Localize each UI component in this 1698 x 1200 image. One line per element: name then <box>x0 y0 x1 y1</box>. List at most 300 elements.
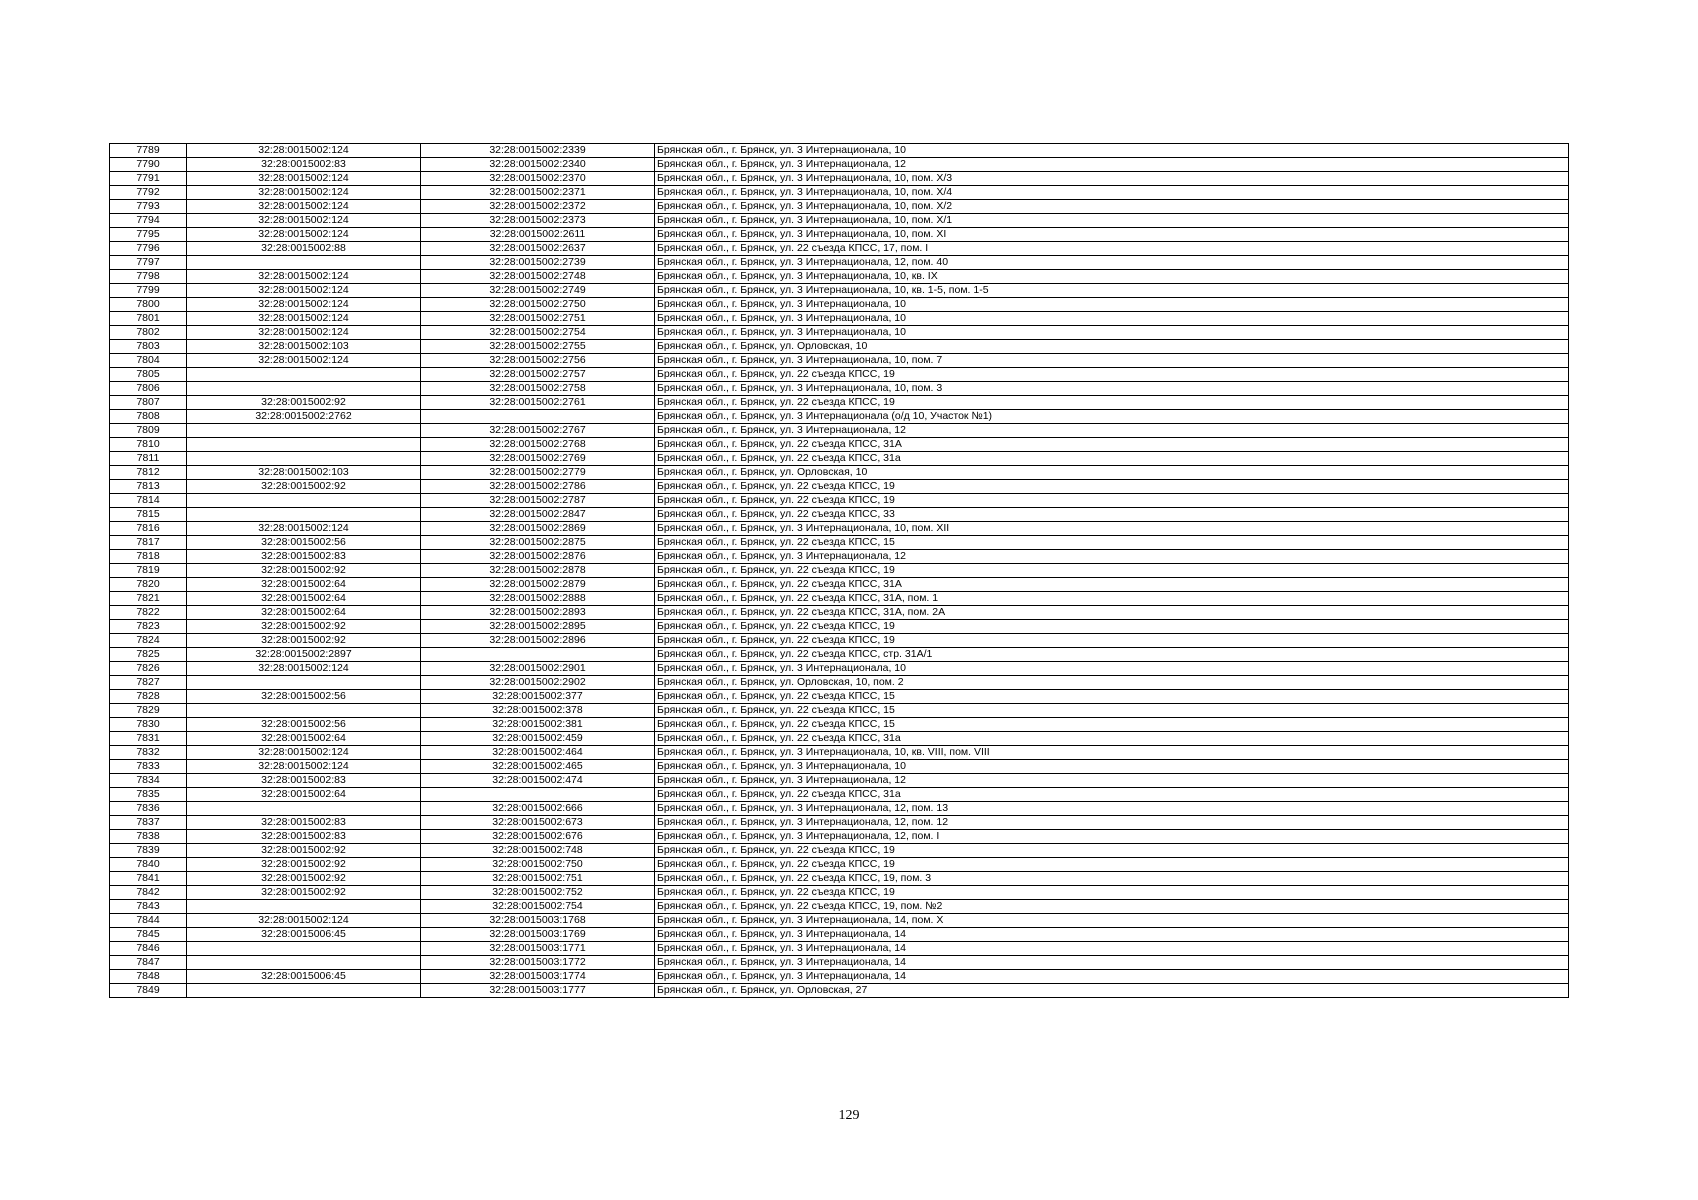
table-row <box>110 522 1569 536</box>
row-number-cell: 7833 <box>110 760 187 774</box>
table-row <box>110 900 1569 914</box>
cadastral-number-cell: 32:28:0015002:2370 <box>421 172 655 186</box>
row-number-cell: 7789 <box>110 144 187 158</box>
row-number-cell: 7826 <box>110 662 187 676</box>
address-cell: Брянская обл., г. Брянск, ул. 3 Интернационала, 10, пом. 3 <box>655 382 1569 396</box>
table-row <box>110 746 1569 760</box>
cadastral-number-cell: 32:28:0015002:666 <box>421 802 655 816</box>
table-row <box>110 410 1569 424</box>
parcel-number-cell <box>187 508 421 522</box>
table-row <box>110 970 1569 984</box>
row-number-cell: 7817 <box>110 536 187 550</box>
table-row <box>110 158 1569 172</box>
address-cell: Брянская обл., г. Брянск, ул. Орловская, 10 <box>655 340 1569 354</box>
parcel-number-cell: 32:28:0015002:2897 <box>187 648 421 662</box>
row-number-cell: 7794 <box>110 214 187 228</box>
parcel-number-cell <box>187 452 421 466</box>
cadastral-number-cell: 32:28:0015002:2902 <box>421 676 655 690</box>
address-cell: Брянская обл., г. Брянск, ул. 3 Интернационала, 12, пом. 40 <box>655 256 1569 270</box>
table-row <box>110 452 1569 466</box>
table-row <box>110 200 1569 214</box>
table-row <box>110 326 1569 340</box>
table-row <box>110 354 1569 368</box>
row-number-cell: 7809 <box>110 424 187 438</box>
cadastral-number-cell: 32:28:0015002:2879 <box>421 578 655 592</box>
address-cell: Брянская обл., г. Брянск, ул. 22 съезда КПСС, стр. 31А/1 <box>655 648 1569 662</box>
row-number-cell: 7791 <box>110 172 187 186</box>
parcel-number-cell: 32:28:0015002:124 <box>187 746 421 760</box>
parcel-number-cell: 32:28:0015002:92 <box>187 886 421 900</box>
parcel-number-cell: 32:28:0015002:124 <box>187 522 421 536</box>
parcel-number-cell: 32:28:0015002:92 <box>187 634 421 648</box>
row-number-cell: 7830 <box>110 718 187 732</box>
address-cell: Брянская обл., г. Брянск, ул. 3 Интернационала, 10, пом. X/1 <box>655 214 1569 228</box>
cadastral-number-cell: 32:28:0015002:378 <box>421 704 655 718</box>
address-cell: Брянская обл., г. Брянск, ул. 3 Интернационала, 10, пом. X/4 <box>655 186 1569 200</box>
table-row <box>110 886 1569 900</box>
address-cell: Брянская обл., г. Брянск, ул. 22 съезда КПСС, 19 <box>655 886 1569 900</box>
cadastral-number-cell: 32:28:0015002:2767 <box>421 424 655 438</box>
parcel-number-cell: 32:28:0015002:92 <box>187 858 421 872</box>
table-row <box>110 830 1569 844</box>
row-number-cell: 7797 <box>110 256 187 270</box>
parcel-number-cell: 32:28:0015002:83 <box>187 774 421 788</box>
address-cell: Брянская обл., г. Брянск, ул. 3 Интернационала, 12, пом. 12 <box>655 816 1569 830</box>
address-cell: Брянская обл., г. Брянск, ул. 3 Интернационала, 10 <box>655 144 1569 158</box>
parcel-number-cell: 32:28:0015002:103 <box>187 466 421 480</box>
parcel-number-cell: 32:28:0015006:45 <box>187 970 421 984</box>
address-cell: Брянская обл., г. Брянск, ул. 22 съезда КПСС, 15 <box>655 536 1569 550</box>
parcel-number-cell: 32:28:0015002:124 <box>187 662 421 676</box>
parcel-number-cell <box>187 438 421 452</box>
cadastral-number-cell: 32:28:0015002:748 <box>421 844 655 858</box>
table-row <box>110 928 1569 942</box>
cadastral-number-cell: 32:28:0015003:1777 <box>421 984 655 998</box>
row-number-cell: 7821 <box>110 592 187 606</box>
address-cell: Брянская обл., г. Брянск, ул. 3 Интернационала, 10, пом. X/3 <box>655 172 1569 186</box>
address-cell: Брянская обл., г. Брянск, ул. 22 съезда КПСС, 31а <box>655 788 1569 802</box>
row-number-cell: 7838 <box>110 830 187 844</box>
parcel-number-cell <box>187 368 421 382</box>
row-number-cell: 7835 <box>110 788 187 802</box>
cadastral-number-cell: 32:28:0015002:2869 <box>421 522 655 536</box>
parcel-number-cell <box>187 900 421 914</box>
address-cell: Брянская обл., г. Брянск, ул. 22 съезда КПСС, 19 <box>655 844 1569 858</box>
parcel-number-cell <box>187 424 421 438</box>
parcel-number-cell: 32:28:0015002:56 <box>187 718 421 732</box>
table-row <box>110 578 1569 592</box>
address-cell: Брянская обл., г. Брянск, ул. Орловская, 10, пом. 2 <box>655 676 1569 690</box>
table-row <box>110 760 1569 774</box>
address-cell: Брянская обл., г. Брянск, ул. 22 съезда КПСС, 33 <box>655 508 1569 522</box>
address-cell: Брянская обл., г. Брянск, ул. 22 съезда КПСС, 19 <box>655 368 1569 382</box>
address-cell: Брянская обл., г. Брянск, ул. 3 Интернационала, 12, пом. 13 <box>655 802 1569 816</box>
parcel-number-cell <box>187 984 421 998</box>
address-cell: Брянская обл., г. Брянск, ул. 22 съезда КПСС, 15 <box>655 718 1569 732</box>
cadastral-number-cell: 32:28:0015003:1771 <box>421 942 655 956</box>
cadastral-number-cell: 32:28:0015002:464 <box>421 746 655 760</box>
parcel-number-cell <box>187 676 421 690</box>
cadastral-number-cell: 32:28:0015002:377 <box>421 690 655 704</box>
row-number-cell: 7843 <box>110 900 187 914</box>
parcel-number-cell <box>187 704 421 718</box>
address-cell: Брянская обл., г. Брянск, ул. 3 Интернационала, 12, пом. I <box>655 830 1569 844</box>
address-cell: Брянская обл., г. Брянск, ул. Орловская, 27 <box>655 984 1569 998</box>
row-number-cell: 7811 <box>110 452 187 466</box>
parcel-number-cell <box>187 802 421 816</box>
table-row <box>110 438 1569 452</box>
table-row <box>110 424 1569 438</box>
row-number-cell: 7845 <box>110 928 187 942</box>
table-row <box>110 648 1569 662</box>
row-number-cell: 7816 <box>110 522 187 536</box>
row-number-cell: 7820 <box>110 578 187 592</box>
table-row <box>110 676 1569 690</box>
cadastral-number-cell: 32:28:0015002:381 <box>421 718 655 732</box>
address-cell: Брянская обл., г. Брянск, ул. 3 Интернационала, 10, кв. 1-5, пом. 1-5 <box>655 284 1569 298</box>
table-row <box>110 606 1569 620</box>
table-row <box>110 704 1569 718</box>
parcel-number-cell: 32:28:0015002:56 <box>187 536 421 550</box>
table-row <box>110 550 1569 564</box>
row-number-cell: 7824 <box>110 634 187 648</box>
address-cell: Брянская обл., г. Брянск, ул. 3 Интернационала, 10 <box>655 662 1569 676</box>
address-cell: Брянская обл., г. Брянск, ул. 3 Интернационала, 12 <box>655 550 1569 564</box>
cadastral-number-cell: 32:28:0015002:2637 <box>421 242 655 256</box>
parcel-number-cell: 32:28:0015002:124 <box>187 228 421 242</box>
parcel-number-cell: 32:28:0015002:124 <box>187 270 421 284</box>
row-number-cell: 7839 <box>110 844 187 858</box>
parcel-number-cell <box>187 494 421 508</box>
address-cell: Брянская обл., г. Брянск, ул. 22 съезда КПСС, 19 <box>655 494 1569 508</box>
address-cell: Брянская обл., г. Брянск, ул. 22 съезда КПСС, 31А <box>655 438 1569 452</box>
cadastral-number-cell: 32:28:0015002:2895 <box>421 620 655 634</box>
parcel-number-cell <box>187 956 421 970</box>
row-number-cell: 7812 <box>110 466 187 480</box>
cadastral-number-cell: 32:28:0015002:2876 <box>421 550 655 564</box>
parcel-number-cell: 32:28:0015002:56 <box>187 690 421 704</box>
parcel-number-cell: 32:28:0015006:45 <box>187 928 421 942</box>
address-cell: Брянская обл., г. Брянск, ул. 22 съезда КПСС, 19 <box>655 858 1569 872</box>
parcel-number-cell: 32:28:0015002:64 <box>187 732 421 746</box>
cadastral-number-cell: 32:28:0015002:2893 <box>421 606 655 620</box>
row-number-cell: 7808 <box>110 410 187 424</box>
address-cell: Брянская обл., г. Брянск, ул. 3 Интернационала, 10 <box>655 298 1569 312</box>
row-number-cell: 7814 <box>110 494 187 508</box>
parcel-number-cell: 32:28:0015002:103 <box>187 340 421 354</box>
table-row <box>110 634 1569 648</box>
address-cell: Брянская обл., г. Брянск, ул. 22 съезда КПСС, 19 <box>655 396 1569 410</box>
row-number-cell: 7792 <box>110 186 187 200</box>
table-row <box>110 242 1569 256</box>
table-row <box>110 480 1569 494</box>
table-row <box>110 382 1569 396</box>
table-row <box>110 340 1569 354</box>
parcel-number-cell: 32:28:0015002:124 <box>187 214 421 228</box>
cadastral-number-cell: 32:28:0015002:673 <box>421 816 655 830</box>
cadastral-number-cell: 32:28:0015002:2754 <box>421 326 655 340</box>
table-row <box>110 396 1569 410</box>
row-number-cell: 7837 <box>110 816 187 830</box>
row-number-cell: 7823 <box>110 620 187 634</box>
cadastral-number-cell: 32:28:0015002:2786 <box>421 480 655 494</box>
cadastral-number-cell: 32:28:0015002:2896 <box>421 634 655 648</box>
address-cell: Брянская обл., г. Брянск, ул. 22 съезда КПСС, 19 <box>655 620 1569 634</box>
table-row <box>110 592 1569 606</box>
row-number-cell: 7840 <box>110 858 187 872</box>
cadastral-number-cell: 32:28:0015002:750 <box>421 858 655 872</box>
row-number-cell: 7813 <box>110 480 187 494</box>
row-number-cell: 7834 <box>110 774 187 788</box>
parcel-number-cell: 32:28:0015002:64 <box>187 788 421 802</box>
address-cell: Брянская обл., г. Брянск, ул. 22 съезда КПСС, 31А, пом. 1 <box>655 592 1569 606</box>
cadastral-number-cell: 32:28:0015002:2373 <box>421 214 655 228</box>
cadastral-number-cell <box>421 648 655 662</box>
row-number-cell: 7798 <box>110 270 187 284</box>
cadastral-number-cell: 32:28:0015002:2340 <box>421 158 655 172</box>
table-row <box>110 144 1569 158</box>
parcel-number-cell: 32:28:0015002:124 <box>187 312 421 326</box>
row-number-cell: 7796 <box>110 242 187 256</box>
address-cell: Брянская обл., г. Брянск, ул. 3 Интернационала, 12 <box>655 158 1569 172</box>
address-cell: Брянская обл., г. Брянск, ул. 3 Интернационала, 14 <box>655 928 1569 942</box>
parcel-number-cell: 32:28:0015002:64 <box>187 606 421 620</box>
row-number-cell: 7804 <box>110 354 187 368</box>
address-cell: Брянская обл., г. Брянск, ул. 3 Интернационала, 10, пом. 7 <box>655 354 1569 368</box>
parcel-number-cell: 32:28:0015002:92 <box>187 396 421 410</box>
address-cell: Брянская обл., г. Брянск, ул. 3 Интернационала, 10, кв. IX <box>655 270 1569 284</box>
cadastral-number-cell: 32:28:0015002:2757 <box>421 368 655 382</box>
address-cell: Брянская обл., г. Брянск, ул. 22 съезда КПСС, 31А, пом. 2А <box>655 606 1569 620</box>
address-cell: Брянская обл., г. Брянск, ул. 22 съезда КПСС, 19, пом. №2 <box>655 900 1569 914</box>
row-number-cell: 7842 <box>110 886 187 900</box>
table-row <box>110 508 1569 522</box>
table-row <box>110 186 1569 200</box>
table-row <box>110 872 1569 886</box>
row-number-cell: 7847 <box>110 956 187 970</box>
parcel-number-cell: 32:28:0015002:124 <box>187 144 421 158</box>
parcel-number-cell: 32:28:0015002:92 <box>187 844 421 858</box>
parcel-number-cell <box>187 382 421 396</box>
cadastral-number-cell: 32:28:0015002:2339 <box>421 144 655 158</box>
address-cell: Брянская обл., г. Брянск, ул. 3 Интернационала, 10, пом. XI <box>655 228 1569 242</box>
cadastral-number-cell: 32:28:0015003:1774 <box>421 970 655 984</box>
cadastral-number-cell: 32:28:0015002:2875 <box>421 536 655 550</box>
cadastral-number-cell: 32:28:0015003:1772 <box>421 956 655 970</box>
address-cell: Брянская обл., г. Брянск, ул. 22 съезда КПСС, 19 <box>655 564 1569 578</box>
parcel-number-cell: 32:28:0015002:64 <box>187 578 421 592</box>
row-number-cell: 7841 <box>110 872 187 886</box>
row-number-cell: 7846 <box>110 942 187 956</box>
parcel-number-cell: 32:28:0015002:124 <box>187 284 421 298</box>
cadastral-number-cell: 32:28:0015002:2750 <box>421 298 655 312</box>
cadastral-number-cell: 32:28:0015002:2779 <box>421 466 655 480</box>
table-row <box>110 914 1569 928</box>
table-row <box>110 228 1569 242</box>
address-cell: Брянская обл., г. Брянск, ул. 22 съезда КПСС, 31а <box>655 732 1569 746</box>
address-cell: Брянская обл., г. Брянск, ул. 3 Интернационала, 10, кв. VIII, пом. VIII <box>655 746 1569 760</box>
address-cell: Брянская обл., г. Брянск, ул. 3 Интернационала, 10 <box>655 326 1569 340</box>
parcel-number-cell <box>187 942 421 956</box>
registry-table-body <box>110 144 1569 998</box>
table-row <box>110 984 1569 998</box>
parcel-number-cell: 32:28:0015002:124 <box>187 298 421 312</box>
address-cell: Брянская обл., г. Брянск, ул. 3 Интернационала (о/д 10, Участок №1) <box>655 410 1569 424</box>
table-row <box>110 732 1569 746</box>
parcel-number-cell: 32:28:0015002:124 <box>187 760 421 774</box>
table-row <box>110 284 1569 298</box>
cadastral-number-cell: 32:28:0015002:2739 <box>421 256 655 270</box>
table-row <box>110 298 1569 312</box>
row-number-cell: 7822 <box>110 606 187 620</box>
cadastral-number-cell: 32:28:0015002:459 <box>421 732 655 746</box>
cadastral-number-cell: 32:28:0015002:2371 <box>421 186 655 200</box>
row-number-cell: 7829 <box>110 704 187 718</box>
cadastral-number-cell: 32:28:0015002:2748 <box>421 270 655 284</box>
table-row <box>110 256 1569 270</box>
row-number-cell: 7828 <box>110 690 187 704</box>
table-row <box>110 172 1569 186</box>
cadastral-number-cell: 32:28:0015003:1769 <box>421 928 655 942</box>
parcel-number-cell: 32:28:0015002:124 <box>187 914 421 928</box>
row-number-cell: 7795 <box>110 228 187 242</box>
row-number-cell: 7801 <box>110 312 187 326</box>
row-number-cell: 7807 <box>110 396 187 410</box>
address-cell: Брянская обл., г. Брянск, ул. 22 съезда КПСС, 17, пом. I <box>655 242 1569 256</box>
cadastral-number-cell <box>421 788 655 802</box>
table-row <box>110 270 1569 284</box>
cadastral-number-cell: 32:28:0015002:2787 <box>421 494 655 508</box>
table-row <box>110 620 1569 634</box>
table-row <box>110 956 1569 970</box>
cadastral-number-cell <box>421 410 655 424</box>
address-cell: Брянская обл., г. Брянск, ул. 3 Интернационала, 14 <box>655 970 1569 984</box>
parcel-number-cell: 32:28:0015002:124 <box>187 354 421 368</box>
row-number-cell: 7793 <box>110 200 187 214</box>
cadastral-number-cell: 32:28:0015002:2847 <box>421 508 655 522</box>
table-row <box>110 466 1569 480</box>
row-number-cell: 7818 <box>110 550 187 564</box>
table-row <box>110 942 1569 956</box>
row-number-cell: 7825 <box>110 648 187 662</box>
table-row <box>110 312 1569 326</box>
row-number-cell: 7831 <box>110 732 187 746</box>
cadastral-number-cell: 32:28:0015002:2878 <box>421 564 655 578</box>
cadastral-number-cell: 32:28:0015002:2769 <box>421 452 655 466</box>
table-row <box>110 788 1569 802</box>
parcel-number-cell: 32:28:0015002:124 <box>187 200 421 214</box>
address-cell: Брянская обл., г. Брянск, ул. 3 Интернационала, 10 <box>655 760 1569 774</box>
cadastral-number-cell: 32:28:0015003:1768 <box>421 914 655 928</box>
registry-table <box>109 143 1569 998</box>
address-cell: Брянская обл., г. Брянск, ул. 22 съезда КПСС, 15 <box>655 704 1569 718</box>
cadastral-number-cell: 32:28:0015002:2751 <box>421 312 655 326</box>
address-cell: Брянская обл., г. Брянск, ул. 3 Интернационала, 14 <box>655 942 1569 956</box>
table-row <box>110 816 1569 830</box>
row-number-cell: 7790 <box>110 158 187 172</box>
parcel-number-cell: 32:28:0015002:92 <box>187 480 421 494</box>
cadastral-number-cell: 32:28:0015002:2611 <box>421 228 655 242</box>
row-number-cell: 7806 <box>110 382 187 396</box>
address-cell: Брянская обл., г. Брянск, ул. 22 съезда КПСС, 19 <box>655 634 1569 648</box>
table-row <box>110 844 1569 858</box>
cadastral-number-cell: 32:28:0015002:2756 <box>421 354 655 368</box>
row-number-cell: 7832 <box>110 746 187 760</box>
address-cell: Брянская обл., г. Брянск, ул. 3 Интернационала, 10 <box>655 312 1569 326</box>
row-number-cell: 7799 <box>110 284 187 298</box>
parcel-number-cell: 32:28:0015002:92 <box>187 872 421 886</box>
cadastral-number-cell: 32:28:0015002:676 <box>421 830 655 844</box>
cadastral-number-cell: 32:28:0015002:752 <box>421 886 655 900</box>
table-row <box>110 536 1569 550</box>
parcel-number-cell: 32:28:0015002:83 <box>187 158 421 172</box>
parcel-number-cell: 32:28:0015002:83 <box>187 830 421 844</box>
parcel-number-cell: 32:28:0015002:124 <box>187 186 421 200</box>
row-number-cell: 7803 <box>110 340 187 354</box>
table-row <box>110 718 1569 732</box>
address-cell: Брянская обл., г. Брянск, ул. 22 съезда КПСС, 31А <box>655 578 1569 592</box>
table-row <box>110 690 1569 704</box>
cadastral-number-cell: 32:28:0015002:754 <box>421 900 655 914</box>
registry-table-container <box>109 143 1568 998</box>
parcel-number-cell: 32:28:0015002:83 <box>187 816 421 830</box>
row-number-cell: 7849 <box>110 984 187 998</box>
cadastral-number-cell: 32:28:0015002:474 <box>421 774 655 788</box>
table-row <box>110 662 1569 676</box>
address-cell: Брянская обл., г. Брянск, ул. 3 Интернационала, 12 <box>655 774 1569 788</box>
address-cell: Брянская обл., г. Брянск, ул. 22 съезда КПСС, 19, пом. 3 <box>655 872 1569 886</box>
cadastral-number-cell: 32:28:0015002:751 <box>421 872 655 886</box>
table-row <box>110 214 1569 228</box>
address-cell: Брянская обл., г. Брянск, ул. 22 съезда КПСС, 19 <box>655 480 1569 494</box>
parcel-number-cell: 32:28:0015002:124 <box>187 326 421 340</box>
parcel-number-cell: 32:28:0015002:64 <box>187 592 421 606</box>
row-number-cell: 7836 <box>110 802 187 816</box>
cadastral-number-cell: 32:28:0015002:2755 <box>421 340 655 354</box>
cadastral-number-cell: 32:28:0015002:465 <box>421 760 655 774</box>
table-row <box>110 774 1569 788</box>
parcel-number-cell: 32:28:0015002:83 <box>187 550 421 564</box>
parcel-number-cell: 32:28:0015002:92 <box>187 564 421 578</box>
address-cell: Брянская обл., г. Брянск, ул. 22 съезда КПСС, 31а <box>655 452 1569 466</box>
table-row <box>110 564 1569 578</box>
address-cell: Брянская обл., г. Брянск, ул. 3 Интернационала, 10, пом. X/2 <box>655 200 1569 214</box>
row-number-cell: 7827 <box>110 676 187 690</box>
cadastral-number-cell: 32:28:0015002:2888 <box>421 592 655 606</box>
page-number: 129 <box>838 1108 860 1123</box>
row-number-cell: 7815 <box>110 508 187 522</box>
cadastral-number-cell: 32:28:0015002:2758 <box>421 382 655 396</box>
cadastral-number-cell: 32:28:0015002:2761 <box>421 396 655 410</box>
row-number-cell: 7800 <box>110 298 187 312</box>
address-cell: Брянская обл., г. Брянск, ул. 3 Интернационала, 14, пом. X <box>655 914 1569 928</box>
parcel-number-cell <box>187 256 421 270</box>
address-cell: Брянская обл., г. Брянск, ул. 22 съезда КПСС, 15 <box>655 690 1569 704</box>
parcel-number-cell: 32:28:0015002:92 <box>187 620 421 634</box>
table-row <box>110 802 1569 816</box>
row-number-cell: 7805 <box>110 368 187 382</box>
cadastral-number-cell: 32:28:0015002:2749 <box>421 284 655 298</box>
row-number-cell: 7802 <box>110 326 187 340</box>
address-cell: Брянская обл., г. Брянск, ул. 3 Интернационала, 14 <box>655 956 1569 970</box>
address-cell: Брянская обл., г. Брянск, ул. 3 Интернационала, 10, пом. XII <box>655 522 1569 536</box>
table-row <box>110 494 1569 508</box>
table-row <box>110 368 1569 382</box>
cadastral-number-cell: 32:28:0015002:2768 <box>421 438 655 452</box>
parcel-number-cell: 32:28:0015002:124 <box>187 172 421 186</box>
parcel-number-cell: 32:28:0015002:88 <box>187 242 421 256</box>
table-row <box>110 858 1569 872</box>
